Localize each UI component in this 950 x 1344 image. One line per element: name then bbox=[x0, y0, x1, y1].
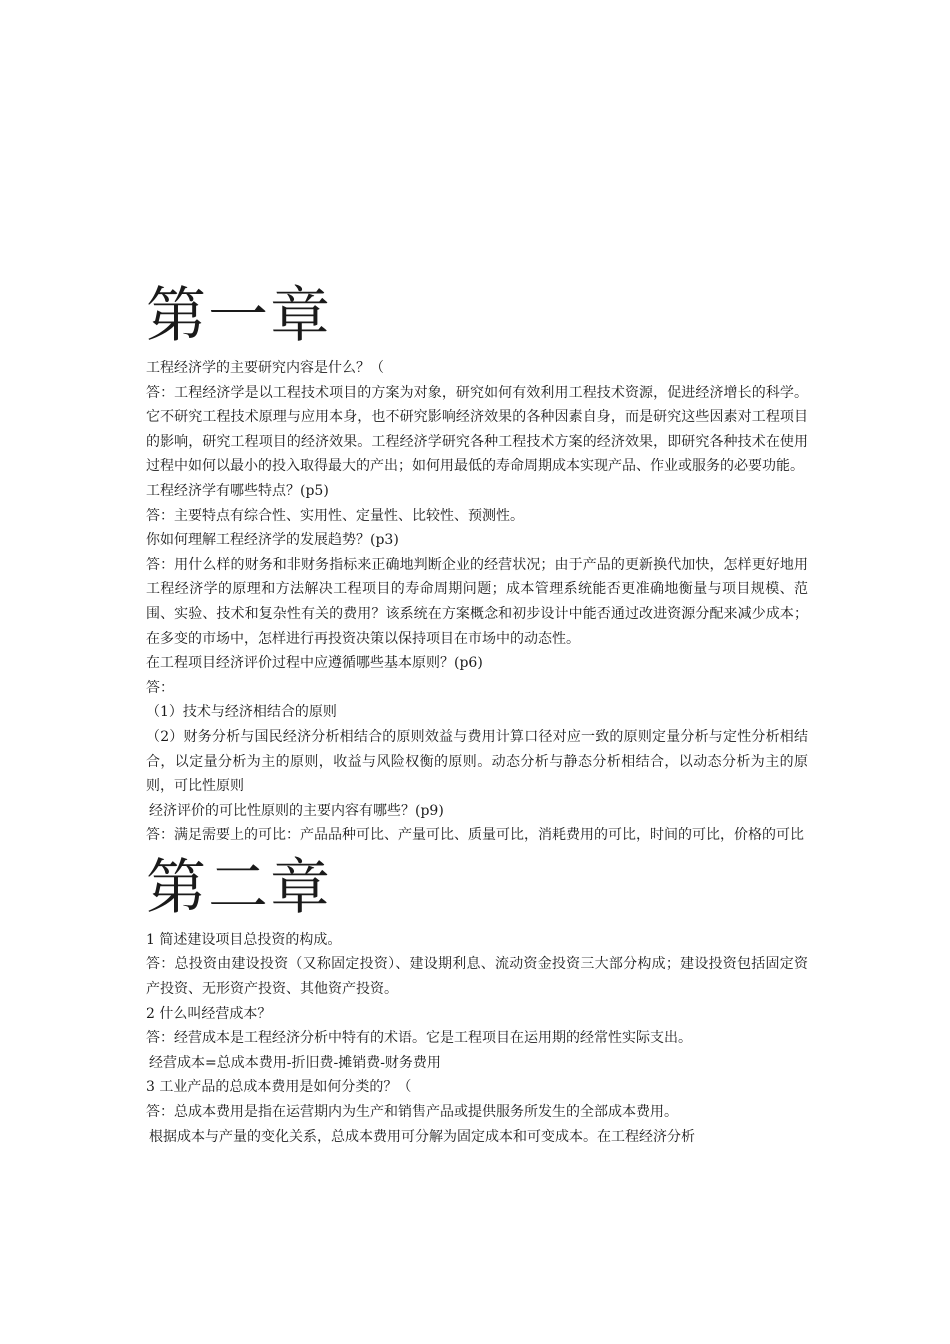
document-page bbox=[146, 270, 808, 1149]
answer-paragraph: 答：满足需要上的可比：产品品种可比、产量可比、质量可比，消耗费用的可比，时间的可比，价格的可比 bbox=[146, 827, 804, 844]
answer-paragraph: 答： bbox=[146, 679, 174, 696]
answer-paragraph: 答：主要特点有综合性、实用性、定量性、比较性、预测性。 bbox=[146, 507, 524, 524]
question-paragraph: 经济评价的可比性原则的主要内容有哪些？(p9) bbox=[149, 802, 444, 819]
question-paragraph: 工程经济学的主要研究内容是什么？（ bbox=[146, 360, 384, 376]
answer-paragraph: 答：经营成本是工程经济分析中特有的术语。它是工程项目在运用期的经常性实际支出。 bbox=[146, 1030, 692, 1047]
question-paragraph: 1 简述建设项目总投资的构成。 bbox=[146, 931, 342, 948]
list-item: （1）技术与经济相结合的原则 bbox=[146, 704, 337, 721]
question-paragraph: 3 工业产品的总成本费用是如何分类的？（ bbox=[146, 1079, 412, 1096]
question-paragraph: 工程经济学有哪些特点？(p5) bbox=[146, 482, 329, 499]
list-item: （2）财务分析与国民经济分析相结合的原则效益与费用计算口径对应一致的原则定量分析与定性分析相结合，以定量分析为主的原则，收益与风险权衡的原则。动态分析与静态分析相结合，以动态分析为主的原则，可比性原则 bbox=[146, 728, 808, 795]
question-paragraph: 在工程项目经济评价过程中应遵循哪些基本原则？(p6) bbox=[146, 655, 483, 672]
chapter-1-heading: 第一章 bbox=[146, 281, 332, 351]
answer-paragraph: 答：总成本费用是指在运营期内为生产和销售产品或提供服务所发生的全部成本费用。 bbox=[146, 1104, 678, 1121]
answer-paragraph: 答：用什么样的财务和非财务指标来正确地判断企业的经营状况；由于产品的更新换代加快，怎样更好地用工程经济学的原理和方法解决工程项目的寿命周期问题；成本管理系统能否更准确地衡量与项目规模、范围、实验、技术和复杂性有关的费用？该系统在方案概念和初步设计中能否通过改进资源分配来减少成本；在多变的市场中，怎样进行再投资决策以保持项目在市场中的动态性。 bbox=[146, 556, 808, 647]
formula-paragraph: 经营成本=总成本费用-折旧费-摊销费-财务费用 bbox=[149, 1054, 441, 1071]
answer-paragraph: 答：总投资由建设投资（又称固定投资）、建设期利息、流动资金投资三大部分构成；建设投资包括固定资产投资、无形资产投资、其他资产投资。 bbox=[146, 956, 808, 998]
answer-paragraph: 答：工程经济学是以工程技术项目的方案为对象，研究如何有效利用工程技术资源，促进经济增长的科学。它不研究工程技术原理与应用本身，也不研究影响经济效果的各种因素自身，而是研究这些因素对工程项目的影响，研究工程项目的经济效果。工程经济学研究各种工程技术方案的经济效果，即研究各种技术在使用过程中如何以最小的投入取得最大的产出；如何用最低的寿命周期成本实现产品、作业或服务的必要功能。 bbox=[146, 384, 808, 475]
answer-paragraph: 根据成本与产量的变化关系，总成本费用可分解为固定成本和可变成本。在工程经济分析 bbox=[149, 1128, 695, 1145]
question-paragraph: 2 什么叫经营成本？ bbox=[146, 1005, 272, 1022]
chapter-2-heading: 第二章 bbox=[146, 852, 332, 923]
question-paragraph: 你如何理解工程经济学的发展趋势？(p3) bbox=[146, 532, 399, 549]
